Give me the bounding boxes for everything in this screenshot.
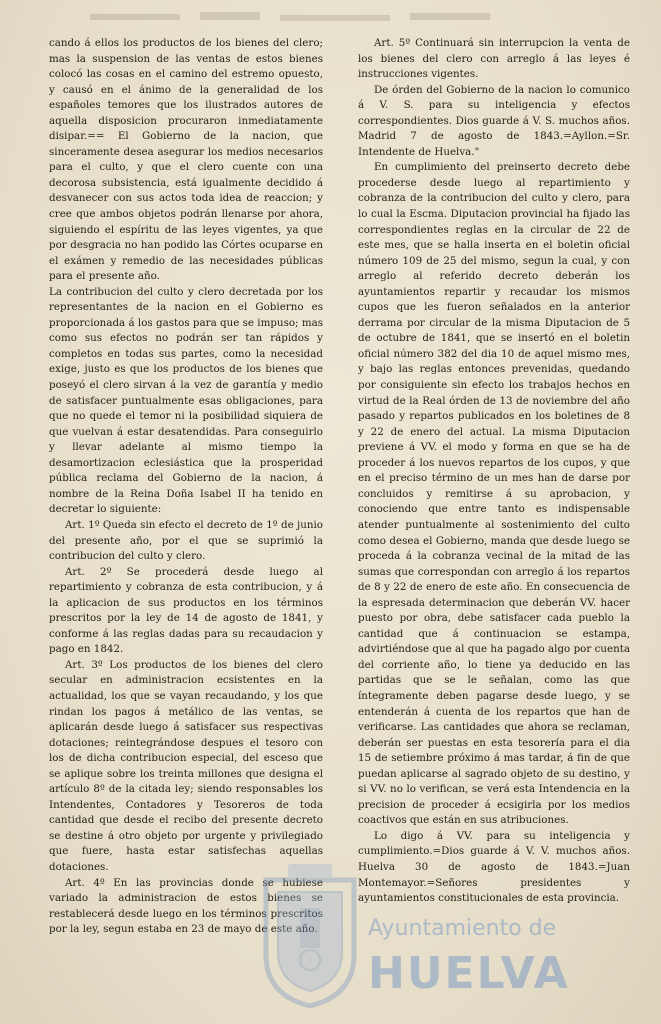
article-3: Art. 3º Los productos de los bienes del clero secular en administracion ecsistentes en la actualidad, los que se vayan recaudando, y los que rindan los pagos á metálico de las ventas, se aplicarán desde luego á satisfacer sus respectivas dotaciones; reintegrándose despues el tesoro con los de dicha contribucion especial, del esceso que se aplique sobre los treinta millones que designa el artículo 8º de la citada ley; siendo responsables los Intendentes, Contadores y Tesoreros de toda cantidad que desde el recibo del presente decreto se destine á otro objeto por urgente y privilegiado que fuere, hasta estar satisfechas aquellas dotaciones. <box>49 658 323 873</box>
huelva-circular-paragraph: En cumplimiento del preinserto decreto debe procederse desde luego al repartimiento y cobranza de la contribucion del culto y clero, para lo cual la Escma. Diputacion provincial ha fijado las correspondientes reglas en la circular de 22 de este mes, que se halla inserta en el boletin oficial número 109 de 25 del mismo, segun la cual, y con arreglo al referido decreto deberán los ayuntamientos repartir y recaudar los mismos cupos que les fueron señalados en la anterior derrama por circular de la misma Diputacion de 5 de octubre de 1841, que se insertó en el boletin oficial número 382 del dia 10 de aquel mismo mes, y bajo las reglas entonces prevenidas, quedando por consiguiente sin efecto los trabajos hechos en virtud de la Real órden de 13 de noviembre del año pasado y repartos publicados en los boletines de 8 y 22 de enero del actual. La misma Diputacion previene á VV. el modo y forma en que se ha de proceder á los nuevos repartos de los cupos, y que en el preciso término de un mes han de darse por concluidos y remitirse á su aprobacion, y conociendo que entre tanto es indispensable atender puntualmente al sostenimiento del culto como desea el Gobierno, manda que desde luego se proceda á la cobranza vecinal de la mitad de las sumas que correspondan con arreglo á los repartos de 8 y 22 de enero de este año. En consecuencia de la espresada determinacion que deberán VV. hacer puesto por obra, debe satisfacer cada pueblo la cantidad que á continuacion se estampa, advirtiéndose que al que ha pagado algo por cuenta del corriente año, lo tiene ya deducido en las partidas que se le señalan, como las que íntegramente deben pagarse desde luego, y se entenderán á cuenta de los repartos que han de verificarse. Las cantidades que ahora se reclaman, deberán ser puestas en esta tesorería para el dia 15 de setiembre próximo á mas tardar, á fin de que puedan aplicarse al sagrado objeto de su destino, y si VV. no lo verifican, se verá esta Intendencia en la precision de proceder á ecsigirla por los medios coactivos que están en sus atribuciones. <box>358 161 630 827</box>
left-paragraph-1: cando á ellos los productos de los bienes del clero; mas la suspension de las ventas de estos bienes colocó las cosas en el camino del estremo opuesto, y causó en el ánimo de la generalidad de los españoles temores que los ilustrados autores de aquella disposicion procuraron inmediatamente disipar.== El Gobierno de la nacion, que sinceramente desea asegurar los medios necesarios para el culto, y que el clero cuente con una decorosa subsistencia, está igualmente decidido á desvanecer con sus actos toda idea de reaccion; y cree que ambos objetos podrán llenarse por ahora, siguiendo el espíritu de las leyes vigentes, ya que por desgracia no han podido las Córtes ocuparse en el exámen y remedio de las necesidades públicas para el presente año. <box>49 37 323 283</box>
article-2: Art. 2º Se procederá desde luego al repartimiento y cobranza de esta contribucion, y á la aplicacion de sus productos en los términos prescritos por la ley de 14 de agosto de 1841, y conforme á las reglas dadas para su recaudacion y pago en 1842. <box>49 565 323 656</box>
right-column <box>358 36 630 907</box>
article-4: Art. 4º En las provincias donde se hubiese variado la administracion de estos bienes se restablecerá desde luego en los términos prescritos por la ley, segun estaba en 23 de mayo de este año. <box>49 876 323 936</box>
closing-paragraph: Lo digo á VV. para su inteligencia y cumplimiento.=Dios guarde á V. V. muchos años. Huelva 30 de agosto de 1843.=Juan Montemayor.=Señores presidentes y ayuntamientos constitucionales de esta provincia. <box>358 829 630 905</box>
huelva-coat-of-arms-watermark <box>258 860 362 1010</box>
watermark-huelva: HUELVA <box>368 948 570 999</box>
madrid-order-paragraph: De órden del Gobierno de la nacion lo comunico á V. S. para su inteligencia y efectos correspondientes. Dios guarde á V. S. muchos años. Madrid 7 de agosto de 1843.=Ayllon.=Sr. Intendente de Huelva." <box>358 83 630 158</box>
bleed-through-text <box>80 4 580 34</box>
watermark-ayuntamiento-de: Ayuntamiento de <box>368 916 557 941</box>
article-1: Art. 1º Queda sin efecto el decreto de 1º de junio del presente año, por el que se suprimió la contribucion del culto y clero. <box>49 518 323 563</box>
left-paragraph-2: La contribucion del culto y clero decretada por los representantes de la nacion en el Gobierno es proporcionada á los gastos para que se impuso; mas como sus efectos no podrán ser tan rápidos y completos en todas sus partes, como la necesidad exige, justo es que los productos de los bienes que poseyó el clero sirvan á la vez de garantía y medio de satisfacer puntualmente esas obligaciones, para que no quede el temor ni la posibilidad siquiera de que vuelvan á estar desatendidas. Para conseguirlo y llevar adelante al mismo tiempo la desamortizacion eclesiástica que la prosperidad pública reclama del Gobierno de la nacion, á nombre de la Reina Doña Isabel II ha tenido en decretar lo siguiente: <box>49 285 323 516</box>
left-column <box>49 36 323 938</box>
article-5: Art. 5º Continuará sin interrupcion la venta de los bienes del clero con arreglo á las leyes é instrucciones vigentes. <box>358 37 630 81</box>
